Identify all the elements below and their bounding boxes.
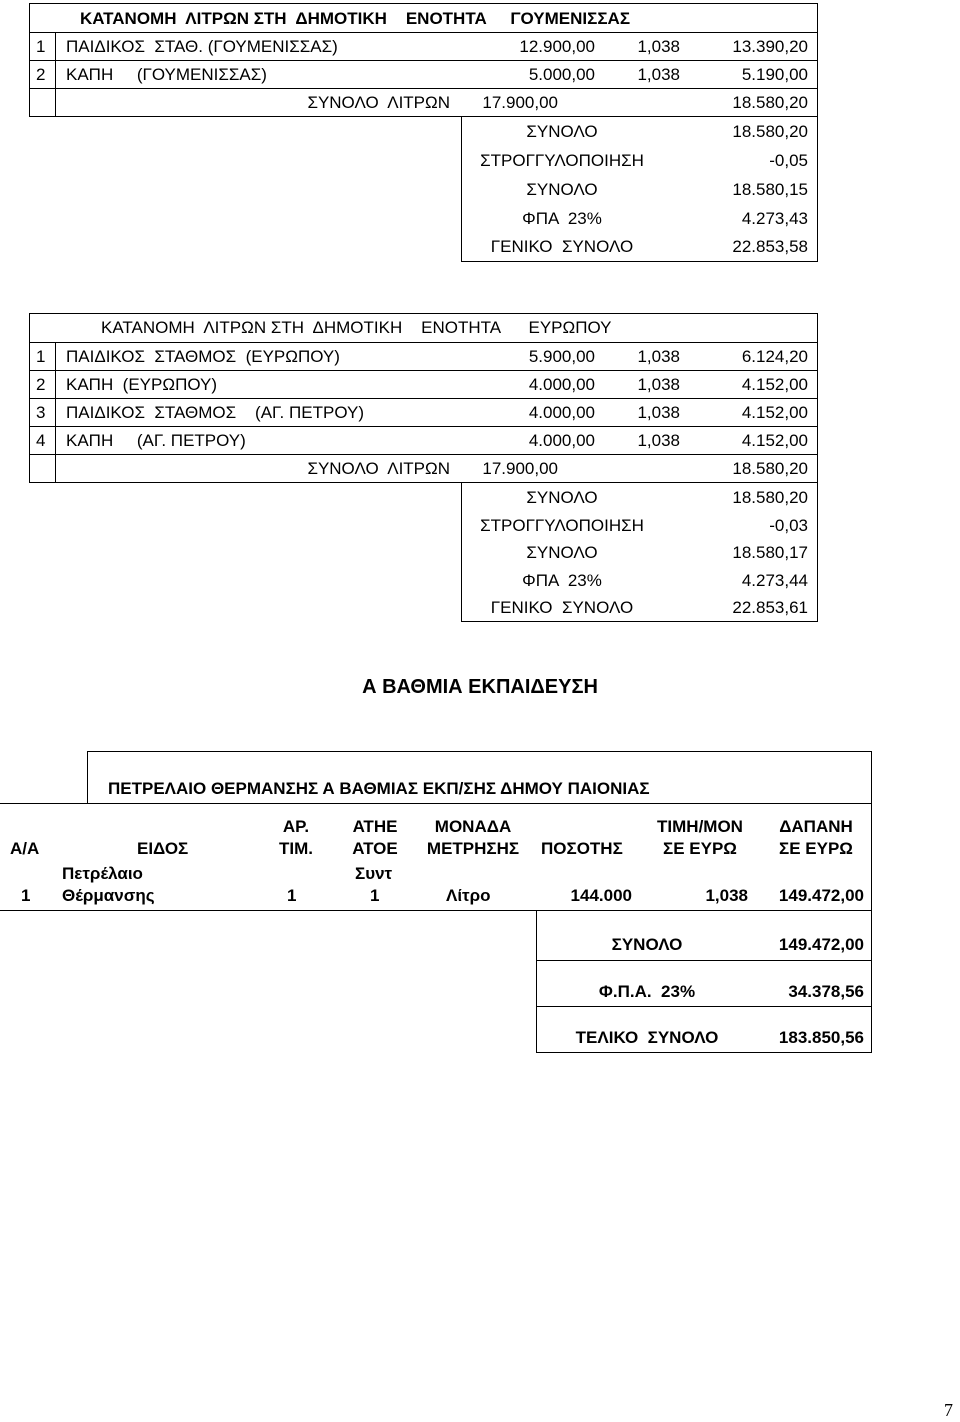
summary-label: ΣΥΝΟΛΟ <box>526 488 598 507</box>
row-price: 1,038 <box>637 65 680 84</box>
summary-label: ΣΥΝΟΛΟ <box>526 180 598 199</box>
row-name: ΚΑΠΗ (ΓΟΥΜΕΝΙΣΣΑΣ) <box>66 65 267 84</box>
row-athe: 1 <box>370 886 380 905</box>
row-total: 4.152,00 <box>741 375 808 394</box>
sum-label: ΣΥΝΟΛΟ ΛΙΤΡΩΝ <box>307 93 450 112</box>
row-liters: 12.900,00 <box>519 37 595 56</box>
row-name: ΠΑΙΔΙΚΟΣ ΣΤΑΘΜΟΣ (ΕΥΡΩΠΟΥ) <box>66 347 340 366</box>
total-label: Φ.Π.Α. 23% <box>598 982 696 1001</box>
row-number: 3 <box>36 403 46 422</box>
row-number: 2 <box>36 375 46 394</box>
row-aa: 1 <box>21 886 31 905</box>
total-label: ΣΥΝΟΛΟ <box>611 935 683 954</box>
row-price: 1,038 <box>637 403 680 422</box>
row-number: 1 <box>36 347 46 366</box>
row-number: 1 <box>36 37 46 56</box>
section-heading: Α ΒΑΘΜΙΑ ΕΚΠΑΙΔΕΥΣΗ <box>362 676 598 698</box>
header-cost: ΣΕ ΕΥΡΩ <box>779 839 853 858</box>
row-name: ΠΑΙΔΙΚΟΣ ΣΤΑΘ. (ΓΟΥΜΕΝΙΣΣΑΣ) <box>66 37 338 56</box>
summary-value: 22.853,58 <box>732 237 808 256</box>
header-aa: Α/Α <box>10 839 40 858</box>
summary-value: 18.580,15 <box>732 180 808 199</box>
row-liters: 4.000,00 <box>528 375 595 394</box>
summary-label: ΣΤΡΟΓΓΥΛΟΠΟΙΗΣΗ <box>480 151 644 170</box>
row-athe: Συντ <box>355 864 393 883</box>
summary-value: 18.580,17 <box>732 543 808 562</box>
row-price: 1,038 <box>637 347 680 366</box>
row-qty: 144.000 <box>570 886 632 905</box>
summary-value: -0,05 <box>769 151 808 170</box>
header-price: ΤΙΜΗ/ΜΟΝ <box>657 817 743 836</box>
header-item: ΕΙΔΟΣ <box>137 839 189 858</box>
row-number: 2 <box>36 65 46 84</box>
row-liters: 4.000,00 <box>528 431 595 450</box>
header-unit: ΜΟΝΑΔΑ <box>434 817 512 836</box>
sum-total: 18.580,20 <box>732 93 808 112</box>
sum-label: ΣΥΝΟΛΟ ΛΙΤΡΩΝ <box>307 459 450 478</box>
sum-total: 18.580,20 <box>732 459 808 478</box>
summary-value: 18.580,20 <box>732 122 808 141</box>
row-price: 1,038 <box>637 431 680 450</box>
page-number: 7 <box>944 1400 953 1420</box>
header-qty: ΠΟΣΟΤΗΣ <box>541 839 623 858</box>
total-label: ΤΕΛΙΚΟ ΣΥΝΟΛΟ <box>575 1028 719 1047</box>
summary-label: ΓΕΝΙΚΟ ΣΥΝΟΛΟ <box>490 598 634 617</box>
summary-label: ΦΠΑ 23% <box>522 571 602 590</box>
summary-label: ΣΤΡΟΓΓΥΛΟΠΟΙΗΣΗ <box>480 516 644 535</box>
section3-title: ΠΕΤΡΕΛΑΙΟ ΘΕΡΜΑΝΣΗΣ Α ΒΑΘΜΙΑΣ ΕΚΠ/ΣΗΣ ΔΗΜΟΥ ΠΑΙΟΝΙΑΣ <box>108 779 650 798</box>
row-total: 4.152,00 <box>741 431 808 450</box>
summary-value: 4.273,43 <box>741 209 808 228</box>
row-price: 1,038 <box>637 375 680 394</box>
row-ar: 1 <box>287 886 297 905</box>
row-number: 4 <box>36 431 46 450</box>
row-name: ΚΑΠΗ (ΑΓ. ΠΕΤΡΟΥ) <box>66 431 246 450</box>
total-value: 183.850,56 <box>778 1028 864 1047</box>
row-total: 13.390,20 <box>732 37 808 56</box>
summary-label: ΣΥΝΟΛΟ <box>526 122 598 141</box>
summary-value: 22.853,61 <box>732 598 808 617</box>
header-unit: ΜΕΤΡΗΣΗΣ <box>426 839 520 858</box>
summary-value: -0,03 <box>769 516 808 535</box>
row-name: ΚΑΠΗ (ΕΥΡΩΠΟΥ) <box>66 375 218 394</box>
summary-value: 4.273,44 <box>741 571 808 590</box>
summary-value: 18.580,20 <box>732 488 808 507</box>
header-ar: ΤΙΜ. <box>279 839 313 858</box>
section1-title: ΚΑΤΑΝΟΜΗ ΛΙΤΡΩΝ ΣΤΗ ΔΗΜΟΤΙΚΗ ΕΝΟΤΗΤΑ ΓΟΥΜΕΝΙΣΣΑΣ <box>80 9 631 28</box>
summary-label: ΦΠΑ 23% <box>522 209 602 228</box>
section2-title: ΚΑΤΑΝΟΜΗ ΛΙΤΡΩΝ ΣΤΗ ΔΗΜΟΤΙΚΗ ΕΝΟΤΗΤΑ ΕΥΡΩΠΟΥ <box>101 318 612 337</box>
summary-label: ΣΥΝΟΛΟ <box>526 543 598 562</box>
row-total: 6.124,20 <box>741 347 808 366</box>
row-item: Θέρμανσης <box>62 886 155 905</box>
row-total: 4.152,00 <box>741 403 808 422</box>
header-ar: ΑΡ. <box>282 817 310 836</box>
total-value: 149.472,00 <box>778 935 864 954</box>
row-price: 1,038 <box>705 886 748 905</box>
row-total: 5.190,00 <box>741 65 808 84</box>
summary-label: ΓΕΝΙΚΟ ΣΥΝΟΛΟ <box>490 237 634 256</box>
header-athe: ΑΤΟΕ <box>352 839 398 858</box>
row-liters: 5.000,00 <box>528 65 595 84</box>
row-unit: Λίτρο <box>446 886 491 905</box>
total-value: 34.378,56 <box>788 982 864 1001</box>
row-liters: 4.000,00 <box>528 403 595 422</box>
sum-liters: 17.900,00 <box>482 93 558 112</box>
header-cost: ΔΑΠΑΝΗ <box>779 817 853 836</box>
row-item: Πετρέλαιο <box>62 864 143 883</box>
header-price: ΣΕ ΕΥΡΩ <box>663 839 737 858</box>
row-price: 1,038 <box>637 37 680 56</box>
row-cost: 149.472,00 <box>778 886 864 905</box>
row-name: ΠΑΙΔΙΚΟΣ ΣΤΑΘΜΟΣ (ΑΓ. ΠΕΤΡΟΥ) <box>66 403 364 422</box>
header-athe: ΑΤΗΕ <box>352 817 398 836</box>
sum-liters: 17.900,00 <box>482 459 558 478</box>
row-liters: 5.900,00 <box>528 347 595 366</box>
